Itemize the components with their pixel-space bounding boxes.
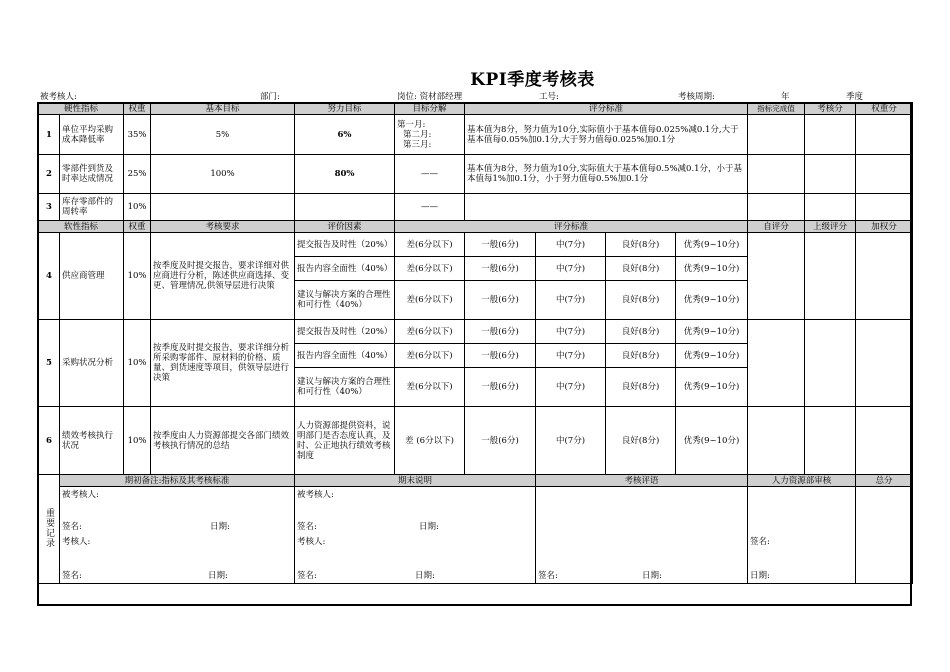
hdr-scoring-standard: 评分标准 bbox=[465, 103, 748, 115]
level-medium: 中(7分) bbox=[536, 407, 606, 475]
evaluation-factor: 提交报告及时性（20%） bbox=[295, 233, 395, 257]
hdr-superior-score: 上级评分 bbox=[805, 221, 856, 233]
self-score-cell[interactable] bbox=[748, 233, 805, 320]
date-label: 日期: bbox=[750, 571, 770, 581]
month-3-label: 第三月: bbox=[403, 139, 432, 150]
form-header bbox=[40, 90, 910, 102]
assessment-score-cell[interactable] bbox=[805, 115, 856, 155]
level-medium: 中(7分) bbox=[536, 368, 606, 407]
hdr-scoring-standard: 评分标准 bbox=[395, 221, 748, 233]
level-excellent: 优秀(9~10分) bbox=[676, 320, 748, 344]
hard-header-row bbox=[39, 103, 913, 115]
examinee-label: 被考核人: bbox=[62, 490, 99, 500]
hdr-weight: 权重 bbox=[124, 221, 151, 233]
scoring-standard-text bbox=[465, 194, 748, 221]
date-label: 日期: bbox=[642, 571, 662, 581]
level-medium: 中(7分) bbox=[536, 257, 606, 281]
total-score-cell[interactable] bbox=[856, 487, 913, 584]
target-breakdown: —— bbox=[395, 194, 465, 221]
hdr-weighted-score: 加权分 bbox=[856, 221, 913, 233]
sign-label: 签名: bbox=[62, 522, 82, 532]
level-good: 良好(8分) bbox=[606, 233, 676, 257]
examiner-label: 考核人: bbox=[62, 537, 91, 547]
level-medium: 中(7分) bbox=[536, 320, 606, 344]
hdr-hr-review: 人力资源部审核 bbox=[748, 475, 856, 487]
sign-label: 签名: bbox=[538, 571, 558, 581]
indicator-name: 库存零部件的周转率 bbox=[60, 194, 124, 221]
hdr-requirement: 考核要求 bbox=[151, 221, 295, 233]
superior-score-cell[interactable] bbox=[805, 407, 856, 475]
level-medium: 中(7分) bbox=[536, 344, 606, 368]
level-fair: 一般(6分) bbox=[465, 281, 536, 320]
date-label: 日期: bbox=[210, 522, 230, 532]
hdr-assessment-score: 考核分 bbox=[805, 103, 856, 115]
month-1-label: 第一月: bbox=[397, 119, 426, 130]
comments-cell[interactable] bbox=[536, 487, 748, 584]
level-fair: 一般(6分) bbox=[465, 257, 536, 281]
weight-value: 10% bbox=[124, 407, 151, 475]
month-2-label: 第二月: bbox=[403, 129, 432, 140]
evaluation-factor: 人力资源部提供资料，说明部门是否态度认真，及时、公正地执行绩效考核制度 bbox=[295, 407, 395, 475]
kpi-table bbox=[38, 102, 913, 584]
hdr-completion-value: 指标完成值 bbox=[748, 103, 805, 115]
level-excellent: 优秀(9~10分) bbox=[676, 368, 748, 407]
weight-value: 25% bbox=[124, 155, 151, 194]
basic-target-value: 5% bbox=[151, 115, 295, 155]
hdr-weight: 权重 bbox=[124, 103, 151, 115]
completion-value-cell[interactable] bbox=[748, 115, 805, 155]
row-number: 2 bbox=[39, 155, 60, 194]
hdr-hard-indicator: 硬性指标 bbox=[39, 103, 124, 115]
level-fair: 一般(6分) bbox=[465, 344, 536, 368]
examinee-label: 被考核人: bbox=[297, 490, 334, 500]
row-number: 5 bbox=[39, 320, 60, 407]
position-label: 岗位: 资材部经理 bbox=[397, 92, 463, 102]
level-fair: 一般(6分) bbox=[465, 368, 536, 407]
hdr-total-score: 总分 bbox=[856, 475, 913, 487]
level-excellent: 优秀(9~10分) bbox=[676, 233, 748, 257]
scoring-standard-text: 基本值为8分，努力值为10分,实际值大于基本值每0.5%减0.1分，小于基本值每1%加0.1分，小于努力值每0.5%加0.1分 bbox=[465, 155, 748, 194]
hdr-target-breakdown: 目标分解 bbox=[395, 103, 465, 115]
table-row bbox=[39, 194, 913, 221]
hdr-soft-indicator: 软性指标 bbox=[39, 221, 124, 233]
final-notes-cell[interactable] bbox=[295, 487, 536, 584]
requirement-text: 按季度及时提交报告，要求详细分析所采购零部件、原材料的价格、质量、到货速度等项目，供领导层进行决策 bbox=[151, 320, 295, 407]
weighted-score-cell[interactable] bbox=[856, 194, 913, 221]
effort-target-value: 6% bbox=[295, 115, 395, 155]
level-good: 良好(8分) bbox=[606, 281, 676, 320]
basic-target-value bbox=[151, 194, 295, 221]
date-label: 日期: bbox=[415, 571, 435, 581]
indicator-name: 供应商管理 bbox=[60, 233, 124, 320]
hdr-self-score: 自评分 bbox=[748, 221, 805, 233]
hr-review-cell[interactable] bbox=[748, 487, 856, 584]
level-poor: 差(6分以下) bbox=[395, 281, 465, 320]
date-label: 日期: bbox=[419, 522, 439, 532]
record-side-label: 重要记录 bbox=[44, 507, 54, 548]
level-poor: 差(6分以下) bbox=[395, 368, 465, 407]
weighted-score-cell[interactable] bbox=[856, 407, 913, 475]
level-medium: 中(7分) bbox=[536, 281, 606, 320]
level-good: 良好(8分) bbox=[606, 407, 676, 475]
weighted-score-cell[interactable] bbox=[856, 155, 913, 194]
level-good: 良好(8分) bbox=[606, 344, 676, 368]
level-poor: 差(6分以下) bbox=[395, 320, 465, 344]
effort-target-value: 80% bbox=[295, 155, 395, 194]
sign-label: 签名: bbox=[297, 571, 317, 581]
record-header-row bbox=[39, 475, 913, 487]
level-poor: 差(6分以下) bbox=[395, 257, 465, 281]
indicator-name: 单位平均采购成本降低率 bbox=[60, 115, 124, 155]
superior-score-cell[interactable] bbox=[805, 233, 856, 320]
quarter-label: 季度 bbox=[846, 92, 864, 102]
initial-notes-cell[interactable] bbox=[60, 487, 295, 584]
level-excellent: 优秀(9~10分) bbox=[676, 257, 748, 281]
record-side-cell bbox=[39, 475, 60, 584]
completion-value-cell[interactable] bbox=[748, 194, 805, 221]
row-number: 6 bbox=[39, 407, 60, 475]
assessment-score-cell[interactable] bbox=[805, 194, 856, 221]
row-number: 1 bbox=[39, 115, 60, 155]
department-label: 部门: bbox=[260, 92, 280, 102]
basic-target-value: 100% bbox=[151, 155, 295, 194]
requirement-text: 按季度及时提交报告，要求详细对供应商进行分析，陈述供应商选择、变更、管理情况,供领导层进行决策 bbox=[151, 233, 295, 320]
level-poor: 差 (6分以下) bbox=[395, 407, 465, 475]
self-score-cell[interactable] bbox=[748, 320, 805, 407]
level-fair: 一般(6分) bbox=[465, 407, 536, 475]
level-excellent: 优秀(9~10分) bbox=[676, 281, 748, 320]
level-good: 良好(8分) bbox=[606, 320, 676, 344]
table-row bbox=[39, 155, 913, 194]
evaluation-factor: 报告内容全面性（40%） bbox=[295, 257, 395, 281]
hdr-basic-target: 基本目标 bbox=[151, 103, 295, 115]
date-label: 日期: bbox=[208, 571, 228, 581]
sign-label: 签名: bbox=[62, 571, 82, 581]
examiner-label: 考核人: bbox=[297, 537, 326, 547]
target-breakdown: —— bbox=[395, 155, 465, 194]
examinee-label: 被考核人: bbox=[40, 92, 77, 102]
effort-target-value bbox=[295, 194, 395, 221]
hdr-evaluation-factor: 评价因素 bbox=[295, 221, 395, 233]
table-row bbox=[39, 320, 913, 344]
requirement-text: 按季度由人力资源部提交各部门绩效考核执行情况的总结 bbox=[151, 407, 295, 475]
target-breakdown bbox=[395, 115, 465, 155]
evaluation-factor: 建议与解决方案的合理性和可行性（40%） bbox=[295, 368, 395, 407]
level-good: 良好(8分) bbox=[606, 257, 676, 281]
hdr-weighted-score: 权重分 bbox=[856, 103, 913, 115]
hdr-initial-notes: 期初备注:指标及其考核标准 bbox=[60, 475, 295, 487]
scoring-standard-text: 基本值为8分，努力值为10分,实际值小于基本值每0.025%减0.1分,大于基本值每0.05%加0.1分,大于努力值每0.025%加0.1分 bbox=[465, 115, 748, 155]
weight-value: 35% bbox=[124, 115, 151, 155]
year-label: 年 bbox=[781, 92, 790, 102]
soft-header-row bbox=[39, 221, 913, 233]
level-fair: 一般(6分) bbox=[465, 320, 536, 344]
level-excellent: 优秀(9~10分) bbox=[676, 407, 748, 475]
level-excellent: 优秀(9~10分) bbox=[676, 344, 748, 368]
weighted-score-cell[interactable] bbox=[856, 320, 913, 407]
employee-no-label: 工号: bbox=[539, 92, 559, 102]
table-row bbox=[39, 407, 913, 475]
weight-value: 10% bbox=[124, 194, 151, 221]
period-label: 考核周期: bbox=[678, 92, 715, 102]
level-poor: 差(6分以下) bbox=[395, 344, 465, 368]
self-score-cell[interactable] bbox=[748, 407, 805, 475]
weighted-score-cell[interactable] bbox=[856, 233, 913, 320]
level-good: 良好(8分) bbox=[606, 368, 676, 407]
indicator-name: 零部件到货及时率达成情况 bbox=[60, 155, 124, 194]
weight-value: 10% bbox=[124, 233, 151, 320]
superior-score-cell[interactable] bbox=[805, 320, 856, 407]
level-medium: 中(7分) bbox=[536, 233, 606, 257]
hdr-comments: 考核评语 bbox=[536, 475, 748, 487]
evaluation-factor: 建议与解决方案的合理性和可行性（40%） bbox=[295, 281, 395, 320]
assessment-score-cell[interactable] bbox=[805, 155, 856, 194]
sign-label: 签名: bbox=[297, 522, 317, 532]
evaluation-factor: 报告内容全面性（40%） bbox=[295, 344, 395, 368]
hdr-final-notes: 期末说明 bbox=[295, 475, 536, 487]
sign-label: 签名: bbox=[750, 537, 770, 547]
indicator-name: 绩效考核执行状况 bbox=[60, 407, 124, 475]
record-row bbox=[39, 487, 913, 584]
row-number: 4 bbox=[39, 233, 60, 320]
table-row bbox=[39, 233, 913, 257]
row-number: 3 bbox=[39, 194, 60, 221]
completion-value-cell[interactable] bbox=[748, 155, 805, 194]
level-fair: 一般(6分) bbox=[465, 233, 536, 257]
weighted-score-cell[interactable] bbox=[856, 115, 913, 155]
page-title: KPI季度考核表 bbox=[470, 70, 595, 90]
table-row bbox=[39, 115, 913, 155]
weight-value: 10% bbox=[124, 320, 151, 407]
indicator-name: 采购状况分析 bbox=[60, 320, 124, 407]
level-poor: 差(6分以下) bbox=[395, 233, 465, 257]
evaluation-factor: 提交报告及时性（20%） bbox=[295, 320, 395, 344]
hdr-effort-target: 努力目标 bbox=[295, 103, 395, 115]
